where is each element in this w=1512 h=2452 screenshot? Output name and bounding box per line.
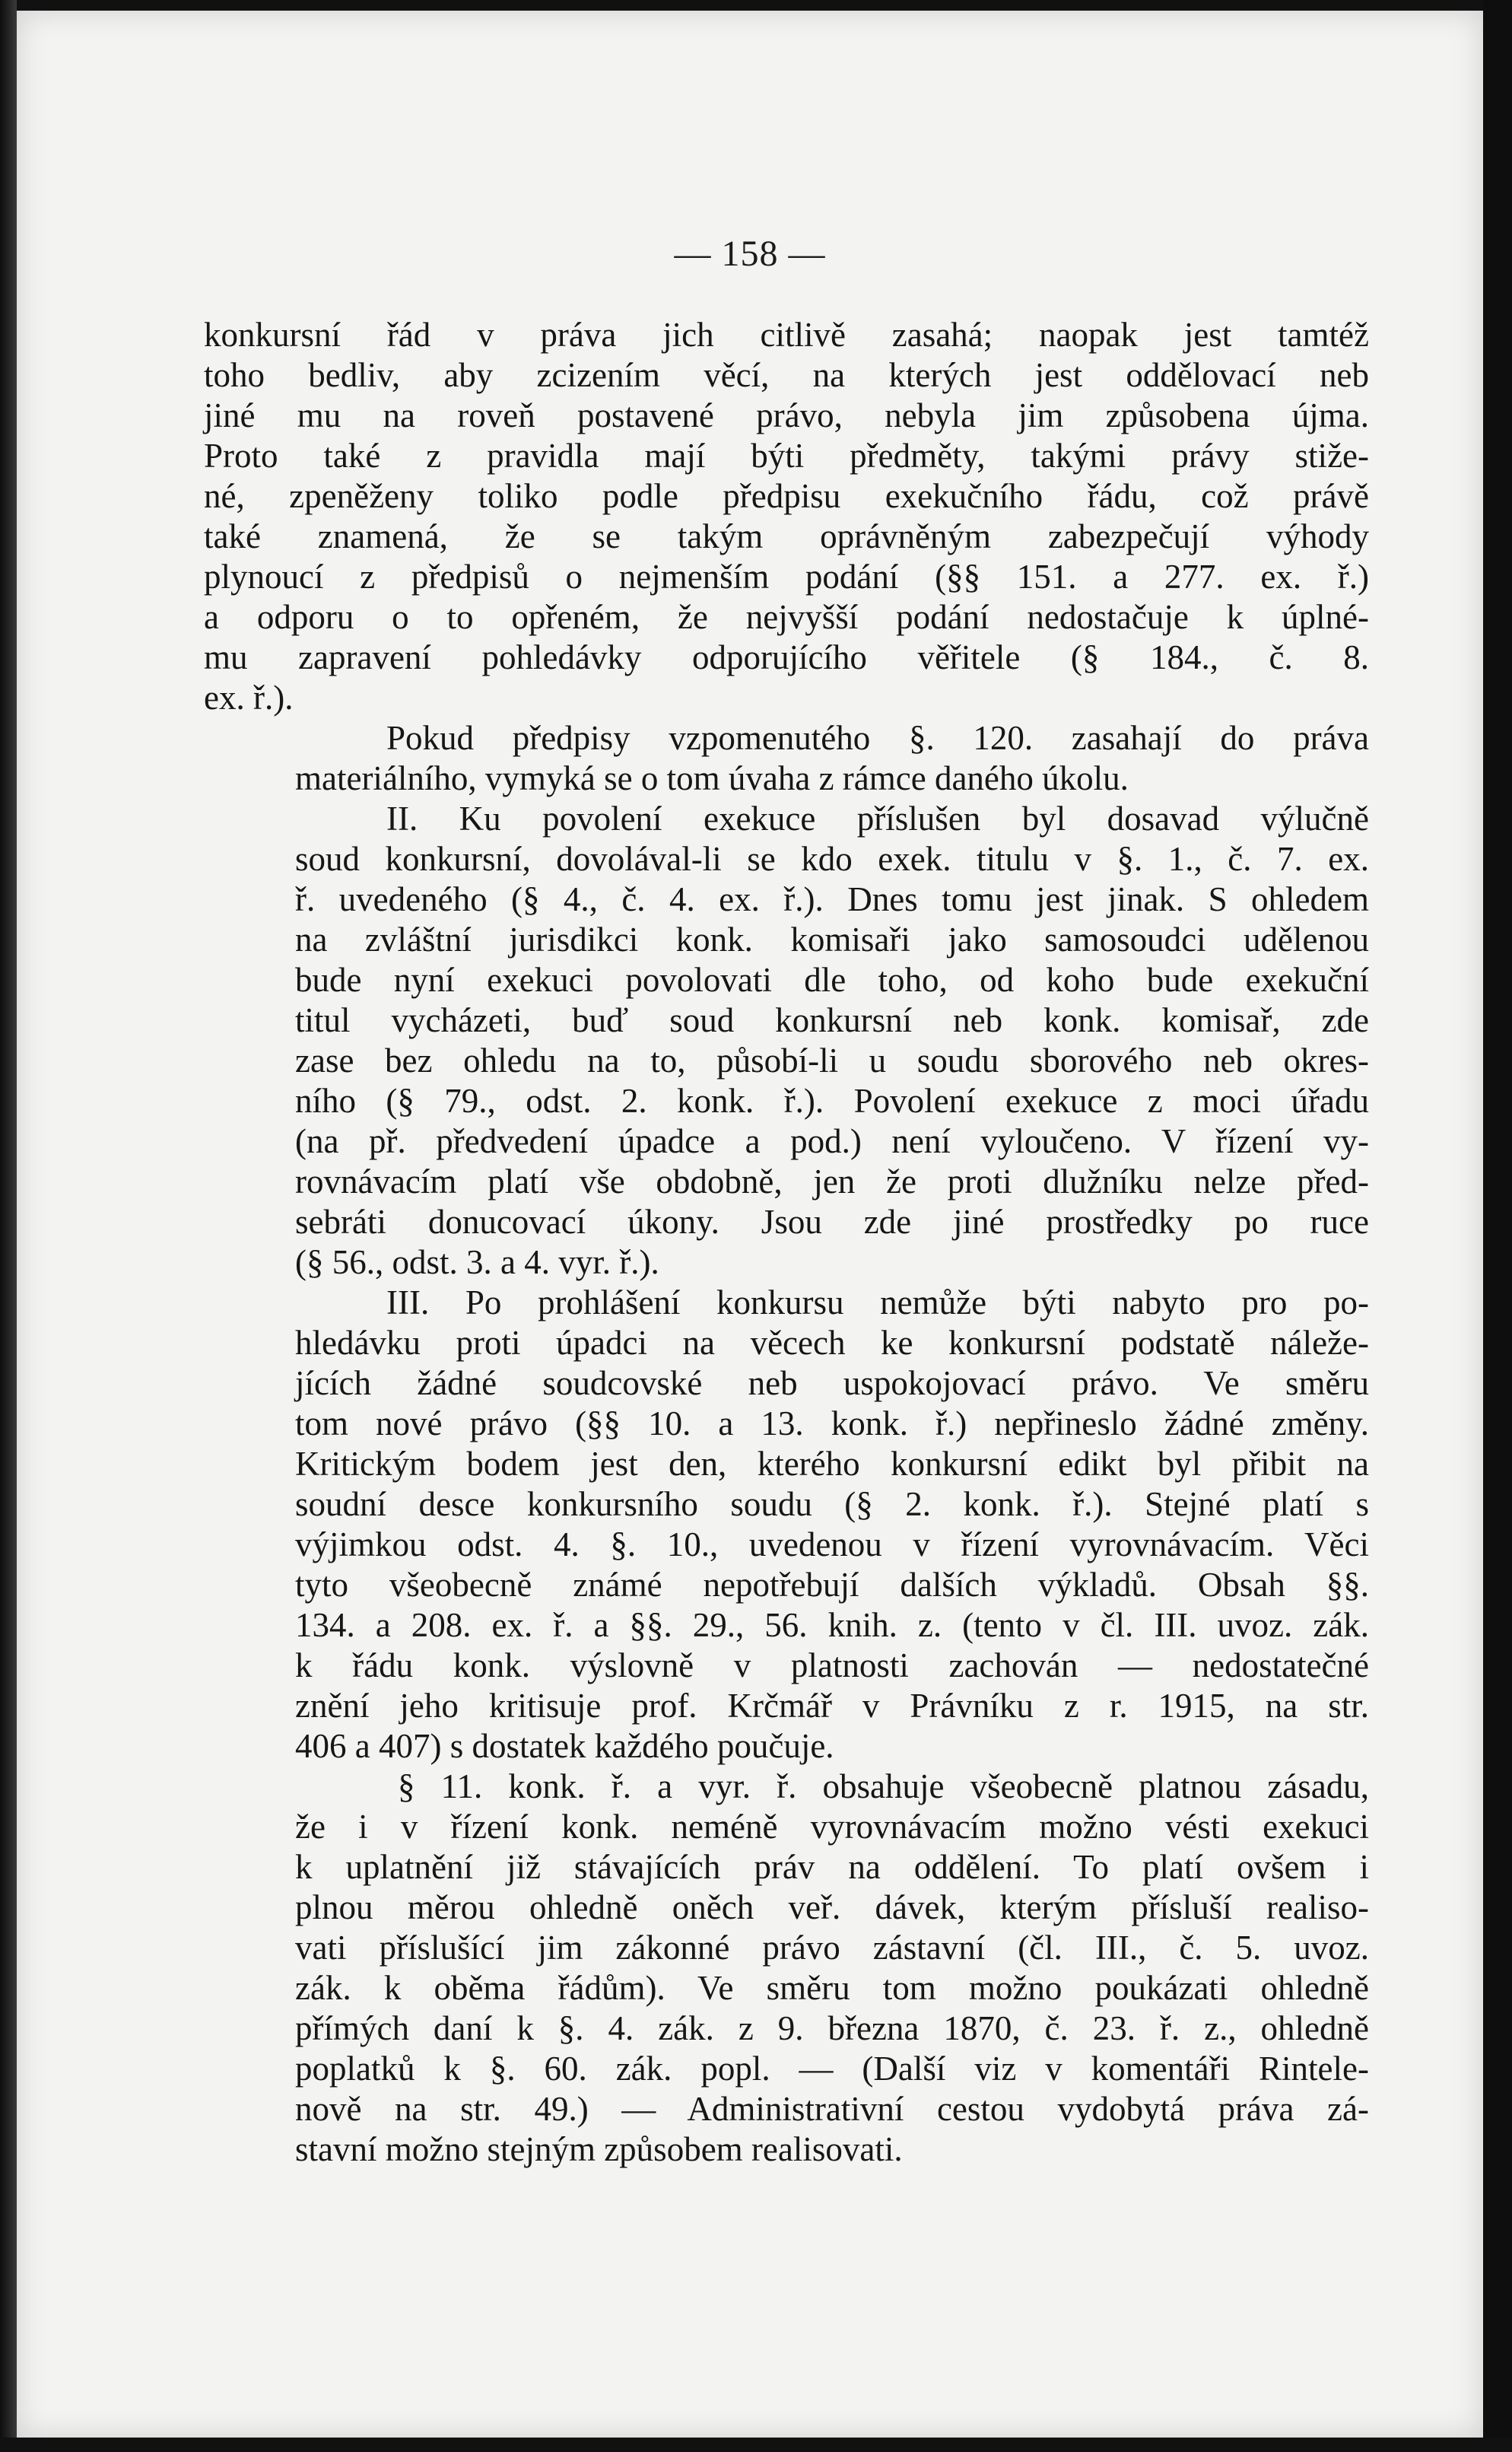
text-line: k řádu konk. výslovně v platnosti zachován — nedostatečné [295,1646,1369,1684]
text-line: na zvláštní jurisdikci konk. komisaři jako samosoudci udělenou [295,921,1369,959]
book-page [17,11,1483,2438]
text-line: 406 a 407) s dostatek každého poučuje. [295,1727,834,1765]
text-line: jících žádné soudcovské neb uspokojovací právo. Ve směru [295,1364,1369,1402]
text-line: Kritickým bodem jest den, kterého konkursní edikt byl přibit na [295,1445,1369,1483]
text-line: (§ 56., odst. 3. a 4. vyr. ř.). [295,1243,659,1281]
text-line: II. Ku povolení exekuce příslušen byl dosavad výlučně [386,800,1369,838]
text-line: nově na str. 49.) — Administrativní cestou vydobytá práva zá- [295,2090,1369,2128]
text-line: Pokud předpisy vzpomenutého §. 120. zasahají do práva [386,719,1369,757]
text-line: rovnávacím platí vše obdobně, jen že proti dlužníku nelze před- [295,1162,1369,1201]
paragraph-5 [204,1767,1369,2170]
text-line: znění jeho kritisuje prof. Krčmář v Právníku z r. 1915, na str. [295,1687,1369,1725]
scan-border-top [0,0,1512,11]
text-line: plnou měrou ohledně oněch veř. dávek, kterým přísluší realiso- [295,1888,1369,1926]
paragraph-4 [204,1283,1369,1767]
text-line: soudní desce konkursního soudu (§ 2. konk. ř.). Stejné platí s [295,1485,1369,1523]
text-line: vati příslušící jim zákonné právo zástavní (čl. III., č. 5. uvoz. [295,1929,1369,1967]
text-line: tom nové právo (§§ 10. a 13. konk. ř.) nepřineslo žádné změny. [295,1404,1369,1442]
page-number: — 158 — [674,234,826,274]
paragraph-1 [204,315,1369,718]
text-line: a odporu o to opřeném, že nejvyšší podání nedostačuje k úplné- [204,598,1369,636]
text-line: poplatků k §. 60. zák. popl. — (Další viz v komentáři Rintele- [295,2050,1369,2088]
text-line: plynoucí z předpisů o nejmenším podání (§§ 151. a 277. ex. ř.) [204,558,1369,596]
text-line: Proto také z pravidla mají býti předměty, takými právy stiže- [204,437,1369,475]
text-line: tyto všeobecně známé nepotřebují dalších výkladů. Obsah §§. [295,1566,1369,1604]
text-line: materiálního, vymyká se o tom úvaha z rámce daného úkolu. [295,759,1129,797]
text-line: bude nyní exekuci povolovati dle toho, od koho bude exekuční [295,961,1369,999]
text-line: konkursní řád v práva jich citlivě zasahá; naopak jest tamtéž [204,316,1369,354]
text-line: ního (§ 79., odst. 2. konk. ř.). Povolení exekuce z moci úřadu [295,1082,1369,1120]
text-line: titul vycházeti, buď soud konkursní neb konk. komisař, zde [295,1001,1369,1039]
text-line: hledávku proti úpadci na věcech ke konkursní podstatě náleže- [295,1324,1369,1362]
text-line: že i v řízení konk. neméně vyrovnávacím možno vésti exekuci [295,1808,1369,1846]
paragraph-3 [204,799,1369,1283]
text-line: zase bez ohledu na to, působí-li u soudu sborového neb okres- [295,1042,1369,1080]
text-line: (na př. předvedení úpadce a pod.) není vyloučeno. V řízení vy- [295,1122,1369,1160]
text-line: § 11. konk. ř. a vyr. ř. obsahuje všeobecně platnou zásadu, [398,1767,1369,1805]
paragraph-2 [204,718,1369,799]
text-line: přímých daní k §. 4. zák. z 9. března 1870, č. 23. ř. z., ohledně [295,2009,1369,2047]
scan-border-left [0,0,17,2452]
text-line: soud konkursní, dovolával-li se kdo exek. titulu v §. 1., č. 7. ex. [295,840,1369,878]
text-line: také znamená, že se takým oprávněným zabezpečují výhody [204,517,1369,555]
scan-border-bottom [0,2438,1512,2452]
text-line: né, zpeněženy toliko podle předpisu exekučního řádu, což právě [204,477,1369,515]
body-text [204,315,1369,2170]
text-line: mu zapravení pohledávky odporujícího věřitele (§ 184., č. 8. [204,638,1369,676]
text-line: sebráti donucovací úkony. Jsou zde jiné prostředky po ruce [295,1203,1369,1241]
scan-border-right [1483,0,1512,2452]
text-line: III. Po prohlášení konkursu nemůže býti nabyto pro po- [386,1283,1369,1321]
text-line: ex. ř.). [204,679,294,717]
text-line: jiné mu na roveň postavené právo, nebyla jim způsobena újma. [204,396,1369,434]
text-line: zák. k oběma řádům). Ve směru tom možno poukázati ohledně [295,1969,1369,2007]
text-line: stavní možno stejným způsobem realisovati. [295,2130,903,2168]
text-line: výjimkou odst. 4. §. 10., uvedenou v řízení vyrovnávacím. Věci [295,1525,1369,1563]
text-line: toho bedliv, aby zcizením věcí, na kterých jest oddělovací neb [204,356,1369,394]
text-line: ř. uvedeného (§ 4., č. 4. ex. ř.). Dnes tomu jest jinak. S ohledem [295,880,1369,918]
text-line: k uplatnění již stávajících práv na oddělení. To platí ovšem i [295,1848,1369,1886]
text-line: 134. a 208. ex. ř. a §§. 29., 56. knih. z. (tento v čl. III. uvoz. zák. [295,1606,1369,1644]
